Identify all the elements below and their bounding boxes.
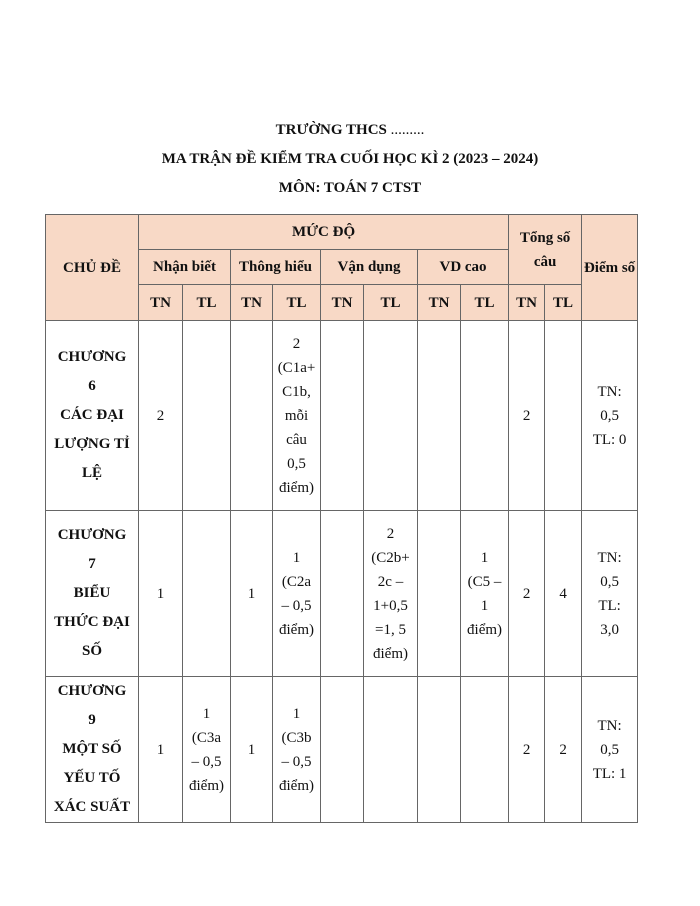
- cell-line: 2: [386, 525, 395, 542]
- exam-matrix-table: [45, 214, 638, 823]
- cell-line: 1: [202, 705, 211, 722]
- matrix-cell: [461, 511, 509, 677]
- score-cell: [582, 321, 638, 511]
- cell-line: 2: [156, 407, 165, 424]
- document-title: MA TRẬN ĐỀ KIỂM TRA CUỐI HỌC KÌ 2 (2023 – 2024): [161, 151, 539, 167]
- table-row: [46, 321, 638, 511]
- matrix-cell: [273, 677, 321, 823]
- cell-line: TN:: [597, 549, 622, 566]
- cell-line: 6: [88, 378, 96, 394]
- cell-line: MỘT SỐ: [62, 741, 122, 757]
- header-tn: TN: [418, 285, 461, 321]
- cell-line: 1: [480, 549, 489, 566]
- cell-line: =1, 5: [375, 621, 406, 638]
- cell-line: C1b,: [282, 383, 311, 400]
- cell-line: 0,5: [600, 741, 619, 758]
- cell-line: 1: [247, 741, 256, 758]
- matrix-cell: [139, 511, 183, 677]
- cell-line: XÁC SUẤT: [53, 799, 131, 815]
- matrix-cell: [231, 511, 273, 677]
- matrix-cell: [139, 321, 183, 511]
- header-level-1: Thông hiểu: [231, 250, 321, 285]
- cell-line: 1: [156, 585, 165, 602]
- header-tn: TN: [231, 285, 273, 321]
- matrix-cell: [273, 511, 321, 677]
- cell-line: (C2b+: [371, 549, 410, 566]
- cell-line: CHƯƠNG: [57, 683, 127, 699]
- matrix-cell: [321, 511, 364, 677]
- subject-line: MÔN: TOÁN 7 CTST: [278, 180, 422, 196]
- header-tn: TN: [139, 285, 183, 321]
- score-cell: [582, 677, 638, 823]
- header-level-2: Vận dụng: [321, 250, 418, 285]
- cell-line: 2c –: [377, 573, 404, 590]
- matrix-cell: [418, 677, 461, 823]
- header-tl: TL: [461, 285, 509, 321]
- cell-line: (C2a: [281, 573, 312, 590]
- cell-line: điểm): [279, 479, 314, 496]
- topic-cell: [46, 321, 139, 511]
- matrix-cell: [231, 677, 273, 823]
- cell-line: TL:: [598, 597, 621, 614]
- cell-line: 2: [559, 741, 567, 758]
- cell-line: – 0,5: [281, 597, 312, 614]
- cell-line: – 0,5: [191, 753, 222, 770]
- header-tn: TN: [509, 285, 545, 321]
- cell-line: 2: [522, 741, 531, 758]
- cell-line: 1: [156, 741, 165, 758]
- header-tl: TL: [273, 285, 321, 321]
- matrix-cell: [183, 677, 231, 823]
- cell-line: TN:: [597, 383, 622, 400]
- cell-line: 1: [247, 585, 256, 602]
- matrix-cell: [509, 511, 545, 677]
- cell-line: – 0,5: [281, 753, 312, 770]
- cell-line: điểm): [373, 645, 408, 662]
- score-cell: [582, 511, 638, 677]
- matrix-cell: [364, 511, 418, 677]
- cell-line: LƯỢNG TỈ: [54, 436, 130, 452]
- table-row: [46, 511, 638, 677]
- cell-line: điểm): [467, 621, 503, 638]
- cell-line: 2: [522, 585, 531, 602]
- matrix-cell: [509, 677, 545, 823]
- header-level-0: Nhận biết: [139, 250, 231, 285]
- matrix-cell: [364, 321, 418, 511]
- matrix-cell: [273, 321, 321, 511]
- cell-line: 7: [88, 556, 96, 572]
- cell-line: 1: [292, 705, 301, 722]
- header-tl: TL: [545, 285, 582, 321]
- cell-line: LỆ: [81, 465, 102, 481]
- topic-cell: [46, 677, 139, 823]
- cell-line: CHƯƠNG: [57, 349, 127, 365]
- cell-line: (C3b: [281, 729, 312, 746]
- table-row: [46, 677, 638, 823]
- matrix-cell: [321, 321, 364, 511]
- matrix-cell: [545, 321, 582, 511]
- header-level-3: VD cao: [418, 250, 509, 285]
- cell-line: 1: [480, 597, 489, 614]
- matrix-cell: [139, 677, 183, 823]
- topic-cell: [46, 511, 139, 677]
- matrix-cell: [461, 677, 509, 823]
- school-name: TRƯỜNG THCS .........: [275, 122, 425, 138]
- header-topic: CHỦ ĐỀ: [46, 215, 139, 321]
- cell-line: mỗi: [284, 407, 309, 424]
- matrix-cell: [509, 321, 545, 511]
- cell-line: điểm): [279, 621, 314, 638]
- cell-line: (C1a+: [277, 359, 316, 376]
- cell-line: 2: [522, 407, 531, 424]
- cell-line: 0,5: [287, 455, 306, 472]
- cell-line: 1: [292, 549, 301, 566]
- header-tl: TL: [183, 285, 231, 321]
- cell-line: 9: [88, 712, 96, 728]
- cell-line: (C3a: [191, 729, 222, 746]
- header-tl: TL: [364, 285, 418, 321]
- header-score: Điểm số: [582, 215, 638, 321]
- matrix-cell: [364, 677, 418, 823]
- matrix-cell: [418, 321, 461, 511]
- matrix-cell: [231, 321, 273, 511]
- cell-line: YẾU TỐ: [63, 770, 121, 786]
- matrix-cell: [545, 511, 582, 677]
- cell-line: BIỂU: [73, 585, 111, 601]
- header-level: MỨC ĐỘ: [139, 215, 509, 250]
- cell-line: điểm): [279, 777, 314, 794]
- cell-line: 0,5: [600, 573, 619, 590]
- cell-line: 0,5: [600, 407, 619, 424]
- cell-line: 2: [292, 335, 301, 352]
- cell-line: TL: 1: [592, 765, 627, 782]
- header-tn: TN: [321, 285, 364, 321]
- matrix-cell: [183, 321, 231, 511]
- matrix-cell: [321, 677, 364, 823]
- matrix-cell: [183, 511, 231, 677]
- cell-line: 1+0,5: [373, 597, 408, 614]
- cell-line: TN:: [597, 717, 622, 734]
- cell-line: THỨC ĐẠI: [54, 614, 130, 630]
- cell-line: CÁC ĐẠI: [60, 407, 124, 423]
- matrix-cell: [418, 511, 461, 677]
- cell-line: 3,0: [600, 621, 619, 638]
- cell-line: 4: [559, 585, 567, 602]
- cell-line: câu: [286, 431, 307, 448]
- cell-line: điểm): [189, 777, 224, 794]
- document-header: [0, 116, 700, 203]
- cell-line: CHƯƠNG: [57, 527, 127, 543]
- cell-line: (C5 –: [467, 573, 502, 590]
- matrix-cell: [461, 321, 509, 511]
- cell-line: SỐ: [81, 643, 102, 659]
- matrix-cell: [545, 677, 582, 823]
- cell-line: TL: 0: [592, 431, 627, 448]
- header-total-questions: Tổng số câu: [509, 215, 582, 285]
